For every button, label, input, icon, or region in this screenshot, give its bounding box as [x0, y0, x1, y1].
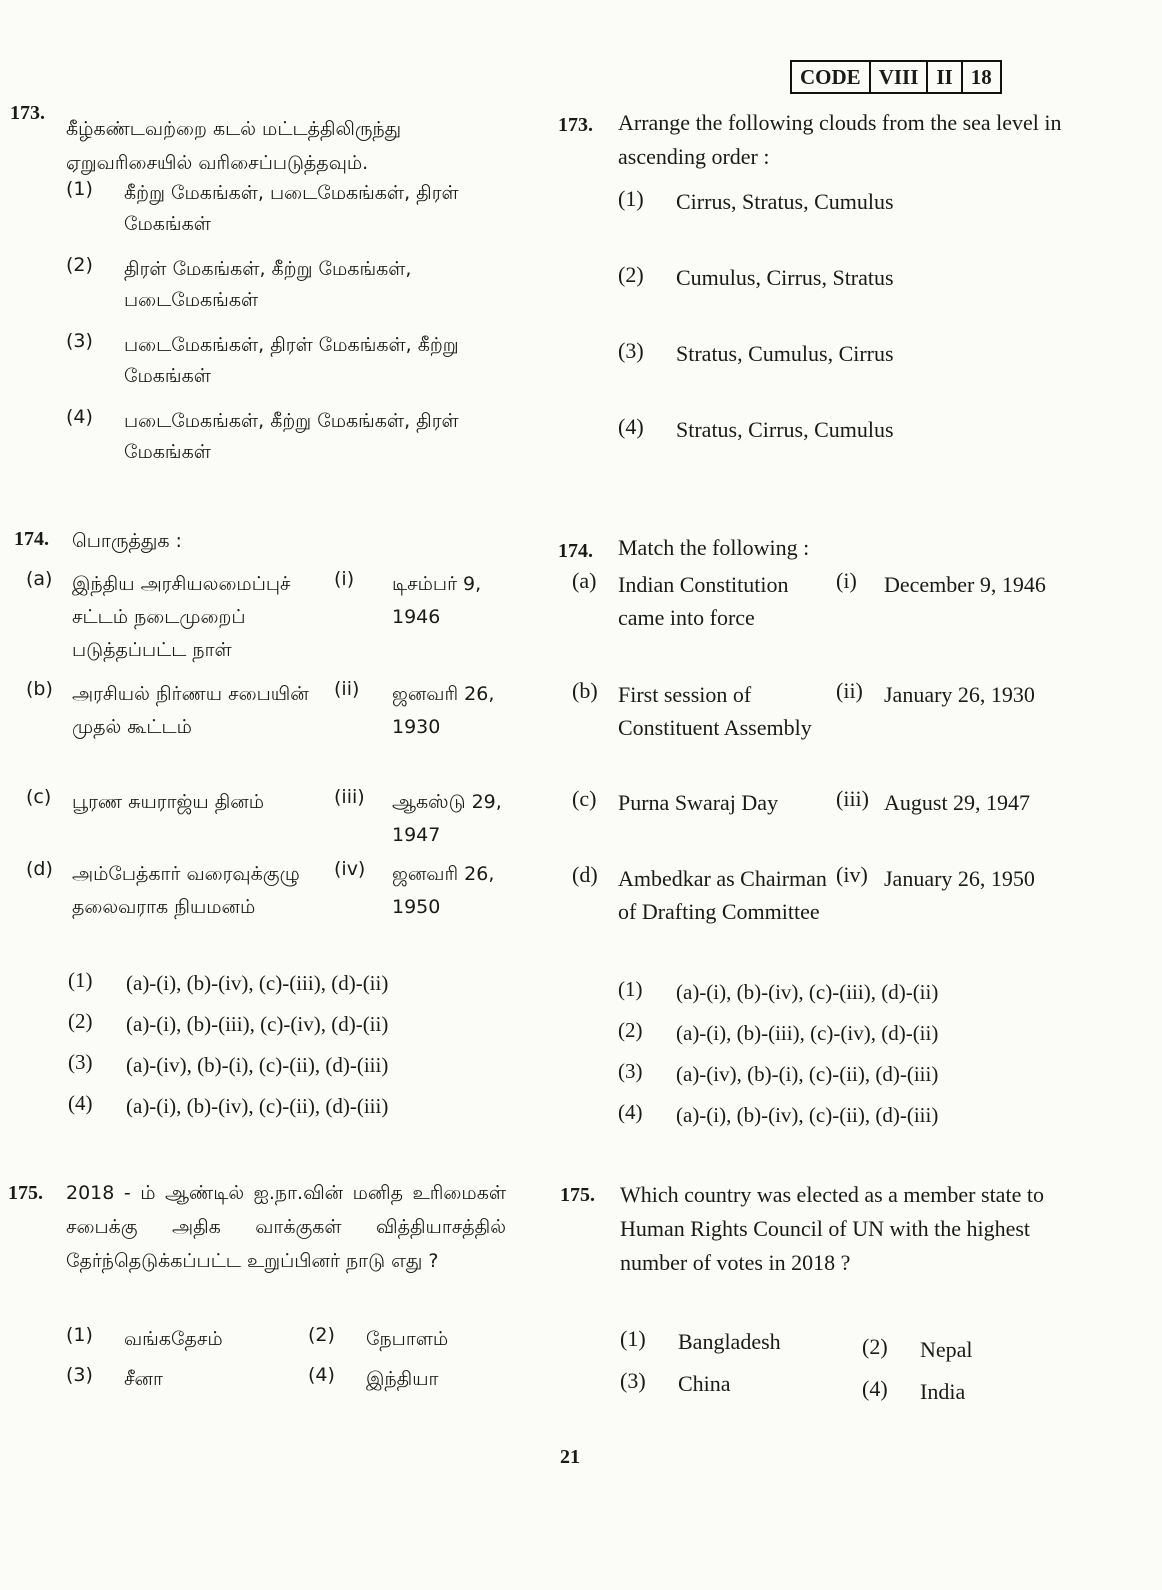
option-4: (4) இந்தியா — [308, 1364, 439, 1390]
option-4: (4) Stratus, Cirrus, Cumulus — [618, 414, 894, 442]
page-number: 21 — [560, 1446, 580, 1468]
option-1: (1) வங்கதேசம் — [66, 1324, 223, 1350]
option-1: (1) Cirrus, Stratus, Cumulus — [618, 186, 894, 214]
option-2: (2) Nepal — [862, 1334, 973, 1362]
match-row-a: (a) இந்திய அரசியலமைப்புச் சட்டம் நடைமுறைப் படுத்தப்பட்ட நாள் (i) டிசம்பர் 9, 1946 — [26, 568, 482, 661]
option-4: (4) படைமேகங்கள், கீற்று மேகங்கள், திரள் மேகங்கள் — [66, 406, 459, 463]
match-row-d: (d) Ambedkar as Chairman of Drafting Committee (iv) January 26, 1950 — [572, 862, 1035, 924]
option-2: (2) (a)-(i), (b)-(iii), (c)-(iv), (d)-(ii) — [68, 1009, 389, 1036]
question-text: Arrange the following clouds from the sea level in ascending order : — [618, 110, 1062, 169]
question-text: பொருத்துக : — [72, 530, 182, 552]
question-text: 2018 - ம் ஆண்டில் ஐ.நா.வின் மனித உரிமைகள் சபைக்கு அதிக வாக்குகள் வித்தியாசத்தில் தேர்ந்தெடுக்கப்பட்ட உறுப்பினர் நாடு எது ? — [66, 1182, 506, 1272]
option-1: (1) Bangladesh — [620, 1326, 781, 1354]
option-4: (4) (a)-(i), (b)-(iv), (c)-(ii), (d)-(iii) — [68, 1091, 389, 1118]
question-number: 174. — [558, 540, 593, 562]
match-row-c: (c) பூரண சுயராஜ்ய தினம் (iii) ஆகஸ்டு 29, 1947 — [26, 786, 502, 846]
match-row-d: (d) அம்பேத்கார் வரைவுக்குழு தலைவராக நியமனம் (iv) ஜனவரி 26, 1950 — [26, 858, 495, 918]
question-number: 173. — [558, 114, 593, 136]
option-4: (4) India — [862, 1376, 966, 1404]
option-2: (2) திரள் மேகங்கள், கீற்று மேகங்கள், படைமேகங்கள் — [66, 254, 412, 311]
code-part-1: VIII — [871, 62, 929, 92]
option-3: (3) சீனா — [66, 1364, 163, 1390]
option-3: (3) Stratus, Cumulus, Cirrus — [618, 338, 894, 366]
option-2: (2) (a)-(i), (b)-(iii), (c)-(iv), (d)-(ii) — [618, 1018, 939, 1045]
question-text: கீழ்கண்டவற்றை கடல் மட்டத்திலிருந்து ஏறுவரிசையில் வரிசைப்படுத்தவும். — [66, 118, 402, 174]
question-number: 173. — [10, 102, 45, 124]
question-text: Which country was elected as a member state to Human Rights Council of UN with the highest number of votes in 2018 ? — [620, 1182, 1044, 1275]
question-number: 175. — [560, 1184, 595, 1206]
option-2: (2) நேபாளம் — [308, 1324, 449, 1350]
option-3: (3) படைமேகங்கள், திரள் மேகங்கள், கீற்று மேகங்கள் — [66, 330, 459, 387]
question-text: Match the following : — [618, 535, 810, 560]
option-3: (3) (a)-(iv), (b)-(i), (c)-(ii), (d)-(iii) — [68, 1050, 389, 1077]
code-part-2: II — [928, 62, 962, 92]
match-row-b: (b) First session of Constituent Assembly (ii) January 26, 1930 — [572, 678, 1035, 740]
option-3: (3) China — [620, 1368, 731, 1396]
match-row-c: (c) Purna Swaraj Day (iii) August 29, 1947 — [572, 786, 1031, 815]
match-row-b: (b) அரசியல் நிர்ணய சபையின் முதல் கூட்டம் (ii) ஜனவரி 26, 1930 — [26, 678, 495, 738]
option-2: (2) Cumulus, Cirrus, Stratus — [618, 262, 894, 290]
question-number: 175. — [8, 1182, 43, 1204]
option-4: (4) (a)-(i), (b)-(iv), (c)-(ii), (d)-(iii) — [618, 1100, 939, 1127]
option-1: (1) (a)-(i), (b)-(iv), (c)-(iii), (d)-(ii) — [618, 977, 939, 1004]
match-row-a: (a) Indian Constitution came into force (i) December 9, 1946 — [572, 568, 1046, 630]
option-1: (1) (a)-(i), (b)-(iv), (c)-(iii), (d)-(ii) — [68, 968, 389, 995]
code-label: CODE — [792, 62, 871, 92]
exam-code-box — [790, 60, 1002, 94]
option-1: (1) கீற்று மேகங்கள், படைமேகங்கள், திரள் மேகங்கள் — [66, 178, 459, 235]
option-3: (3) (a)-(iv), (b)-(i), (c)-(ii), (d)-(iii) — [618, 1059, 939, 1086]
question-number: 174. — [14, 528, 49, 550]
code-part-3: 18 — [970, 65, 992, 89]
